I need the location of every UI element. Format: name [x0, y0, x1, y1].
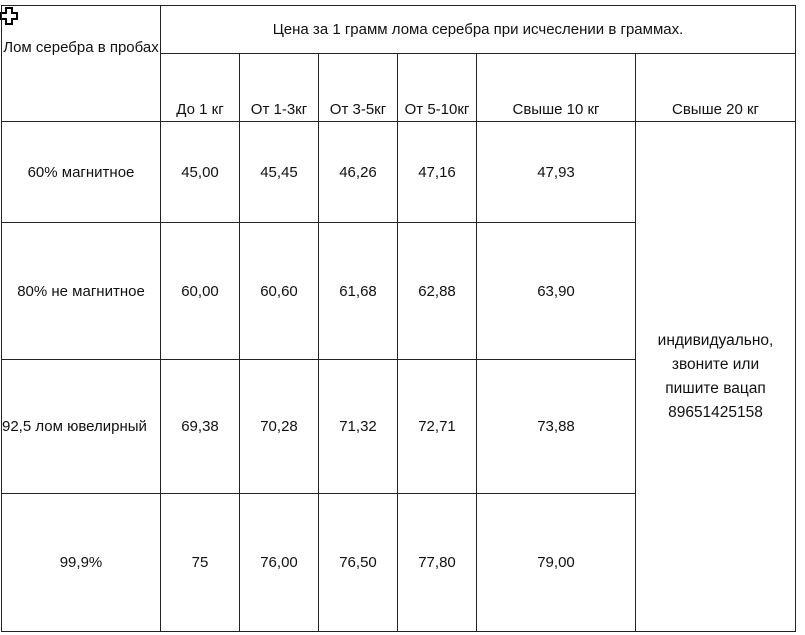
- price-cell: 76,00: [240, 494, 319, 632]
- column-header: От 3-5кг: [319, 54, 398, 122]
- price-cell: 72,71: [398, 360, 477, 494]
- silver-price-table: [1, 5, 796, 632]
- column-header: До 1 кг: [161, 54, 240, 122]
- price-cell: 46,26: [319, 122, 398, 223]
- price-cell: 75: [161, 494, 240, 632]
- grade-label: 80% не магнитное: [2, 223, 161, 360]
- note-line: индивидуально,: [657, 331, 774, 349]
- price-cell: 60,00: [161, 223, 240, 360]
- corner-header: Лом серебра в пробах: [2, 6, 161, 122]
- price-cell: 60,60: [240, 223, 319, 360]
- note-line: звоните или: [671, 355, 760, 373]
- price-cell: 61,68: [319, 223, 398, 360]
- column-header: Свыше 10 кг: [477, 54, 636, 122]
- price-cell: 70,28: [240, 360, 319, 494]
- table-title: Цена за 1 грамм лома серебра при исчеслении в граммах.: [161, 6, 796, 54]
- phone-number: 89651425158: [668, 403, 763, 421]
- note-line: пишите вацап: [665, 379, 766, 397]
- grade-label: 92,5 лом ювелирный: [2, 360, 161, 494]
- price-cell: 73,88: [477, 360, 636, 494]
- column-header: Свыше 20 кг: [636, 54, 796, 122]
- over-20kg-note: [636, 122, 796, 632]
- price-cell: 45,45: [240, 122, 319, 223]
- price-cell: 77,80: [398, 494, 477, 632]
- grade-label: 99,9%: [2, 494, 161, 632]
- table-row: [2, 122, 796, 223]
- column-header: От 1-3кг: [240, 54, 319, 122]
- price-cell: 69,38: [161, 360, 240, 494]
- price-cell: 63,90: [477, 223, 636, 360]
- price-cell: 62,88: [398, 223, 477, 360]
- price-cell: 45,00: [161, 122, 240, 223]
- grade-label: 60% магнитное: [2, 122, 161, 223]
- price-cell: 79,00: [477, 494, 636, 632]
- column-header: От 5-10кг: [398, 54, 477, 122]
- price-cell: 47,93: [477, 122, 636, 223]
- price-cell: 47,16: [398, 122, 477, 223]
- price-cell: 71,32: [319, 360, 398, 494]
- price-cell: 76,50: [319, 494, 398, 632]
